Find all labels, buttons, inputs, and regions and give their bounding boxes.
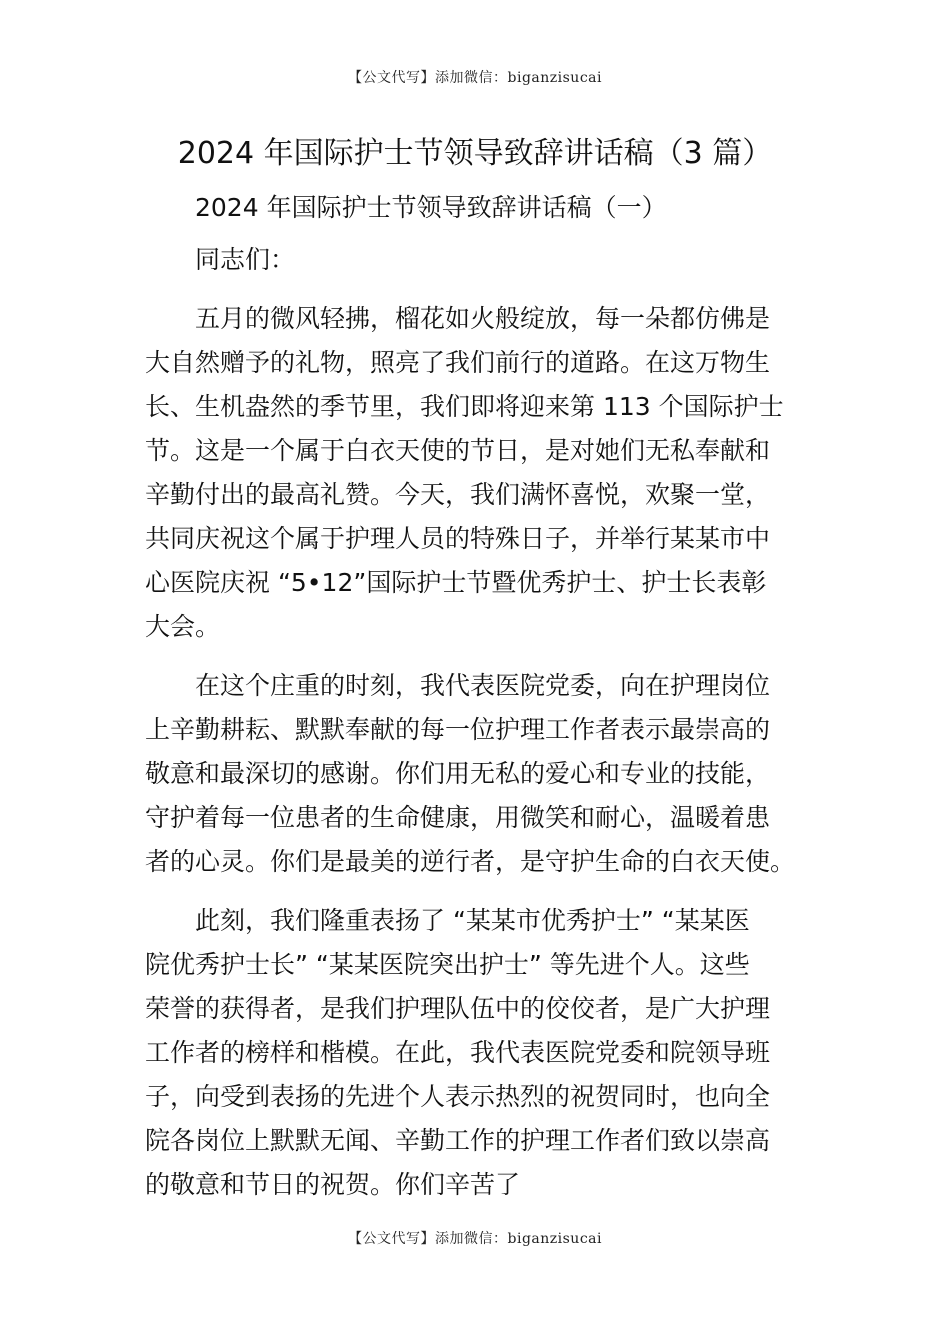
paragraph-line: 上辛勤耕耘、默默奉献的每一位护理工作者表示最崇高的: [145, 715, 771, 744]
page-header-note: 【公文代写】添加微信：biganzisucai: [348, 70, 602, 86]
paragraph-1: [145, 297, 809, 649]
paragraph-3: [145, 899, 809, 1207]
paragraph-line: 共同庆祝这个属于护理人员的特殊日子，并举行某某市中: [145, 524, 771, 553]
paragraph-line: 节。这是一个属于白衣天使的节日，是对她们无私奉献和: [145, 436, 771, 465]
paragraph-line: 院各岗位上默默无闻、辛勤工作的护理工作者们致以崇高: [145, 1126, 771, 1155]
paragraph-line: 守护着每一位患者的生命健康，用微笑和耐心，温暖着患: [145, 803, 771, 832]
paragraph-line: 院优秀护士长” “某某医院突出护士” 等先进个人。这些: [145, 950, 750, 979]
paragraph-line: 五月的微风轻拂，榴花如火般绽放，每一朵都仿佛是: [195, 304, 771, 333]
document-title: 2024 年国际护士节领导致辞讲话稿（3 篇）: [177, 136, 773, 171]
paragraph-line: 者的心灵。你们是最美的逆行者，是守护生命的白衣天使。: [145, 847, 796, 876]
paragraph-line: 长、生机盎然的季节里，我们即将迎来第 113 个国际护士: [145, 392, 784, 421]
paragraph-line: 敬意和最深切的感谢。你们用无私的爱心和专业的技能，: [145, 759, 771, 788]
salutation: 同志们：: [195, 245, 296, 274]
paragraph-line: 心医院庆祝 “5•12”国际护士节暨优秀护士、护士长表彰: [145, 568, 767, 597]
paragraph-line: 此刻，我们隆重表扬了 “某某市优秀护士” “某某医: [195, 906, 750, 935]
document-body: [145, 186, 809, 1207]
paragraph-line: 的敬意和节日的祝贺。你们辛苦了: [145, 1170, 521, 1199]
page-footer-note: 【公文代写】添加微信：biganzisucai: [348, 1231, 602, 1247]
paragraph-line: 在这个庄重的时刻，我代表医院党委，向在护理岗位: [195, 671, 771, 700]
paragraph-line: 荣誉的获得者，是我们护理队伍中的佼佼者，是广大护理: [145, 994, 771, 1023]
paragraph-2: [145, 664, 809, 884]
paragraph-line: 大自然赠予的礼物，照亮了我们前行的道路。在这万物生: [145, 348, 771, 377]
paragraph-line: 辛勤付出的最高礼赞。今天，我们满怀喜悦，欢聚一堂，: [145, 480, 771, 509]
section-subtitle: 2024 年国际护士节领导致辞讲话稿（一）: [195, 193, 667, 222]
paragraph-line: 子，向受到表扬的先进个人表示热烈的祝贺同时，也向全: [145, 1082, 771, 1111]
paragraph-line: 大会。: [145, 612, 221, 641]
paragraph-line: 工作者的榜样和楷模。在此，我代表医院党委和院领导班: [145, 1038, 771, 1067]
